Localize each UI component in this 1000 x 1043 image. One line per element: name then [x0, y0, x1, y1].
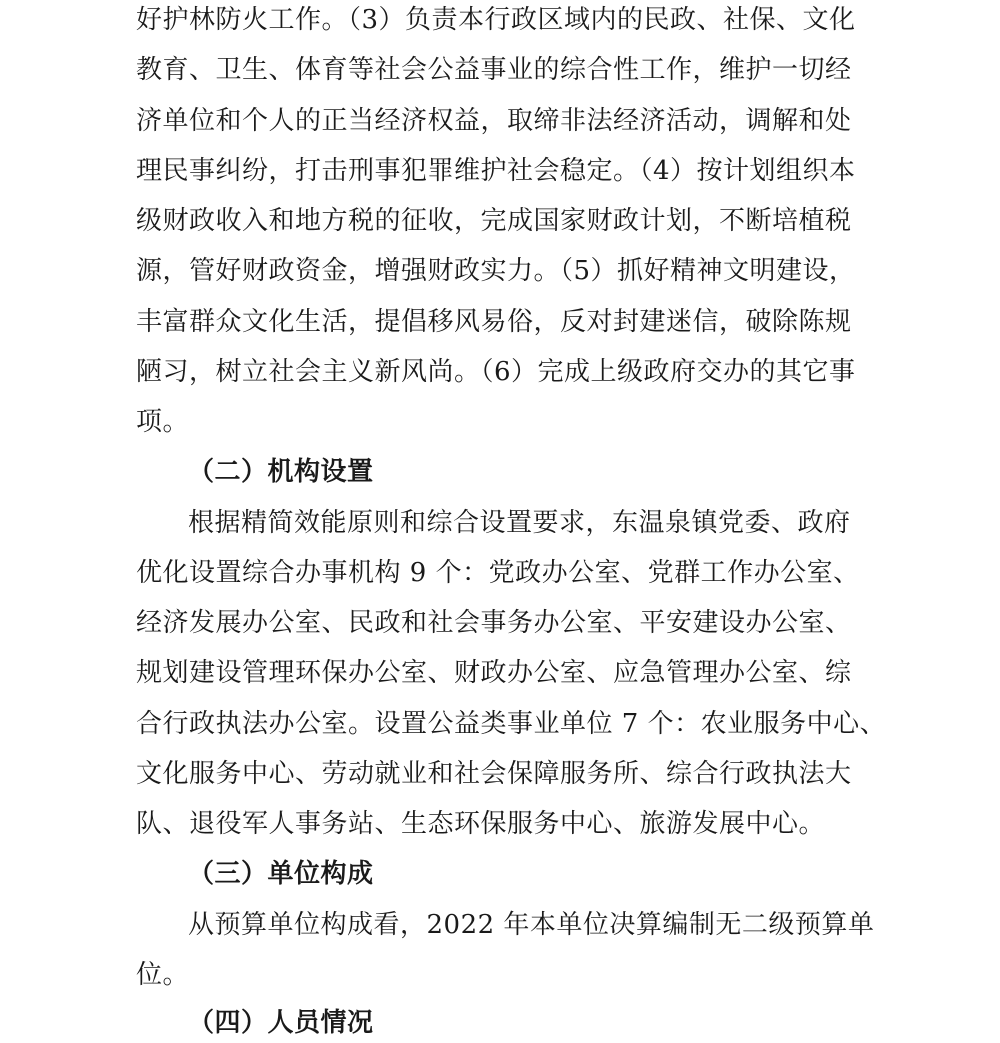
paragraph-line: 经济发展办公室、民政和社会事务办公室、平安建设办公室、 [136, 608, 852, 638]
paragraph-line: 优化设置综合办事机构 9 个：党政办公室、党群工作办公室、 [136, 558, 860, 588]
paragraph-line: 济单位和个人的正当经济权益，取缔非法经济活动，调解和处 [136, 106, 852, 136]
paragraph-line: 队、退役军人事务站、生态环保服务中心、旅游发展中心。 [136, 809, 826, 839]
section-heading-3: （三）单位构成 [188, 859, 374, 889]
paragraph-line: 好护林防火工作。（3）负责本行政区域内的民政、社保、文化 [136, 5, 856, 35]
section-heading-4: （四）人员情况 [188, 1008, 374, 1038]
paragraph-line: 项。 [136, 407, 190, 437]
paragraph-line: 规划建设管理环保办公室、财政办公室、应急管理办公室、综 [136, 658, 852, 688]
paragraph-line: 合行政执法办公室。设置公益类事业单位 7 个：农业服务中心、 [136, 709, 887, 739]
paragraph-line: 源，管好财政资金，增强财政实力。（5）抓好精神文明建设， [136, 256, 856, 286]
paragraph-line: 位。 [136, 960, 190, 990]
paragraph-line: 教育、卫生、体育等社会公益事业的综合性工作，维护一切经 [136, 55, 852, 85]
paragraph-line: 从预算单位构成看，2022 年本单位决算编制无二级预算单 [188, 910, 875, 940]
paragraph-line: 丰富群众文化生活，提倡移风易俗，反对封建迷信，破除陈规 [136, 307, 852, 337]
paragraph-line: 级财政收入和地方税的征收，完成国家财政计划，不断培植税 [136, 206, 852, 236]
paragraph-line: 文化服务中心、劳动就业和社会保障服务所、综合行政执法大 [136, 759, 852, 789]
section-heading-2: （二）机构设置 [188, 457, 374, 487]
paragraph-line: 理民事纠纷，打击刑事犯罪维护社会稳定。（4）按计划组织本 [136, 156, 856, 186]
paragraph-line: 陋习，树立社会主义新风尚。（6）完成上级政府交办的其它事 [136, 357, 856, 387]
paragraph-line: 根据精简效能原则和综合设置要求，东温泉镇党委、政府 [188, 508, 851, 538]
